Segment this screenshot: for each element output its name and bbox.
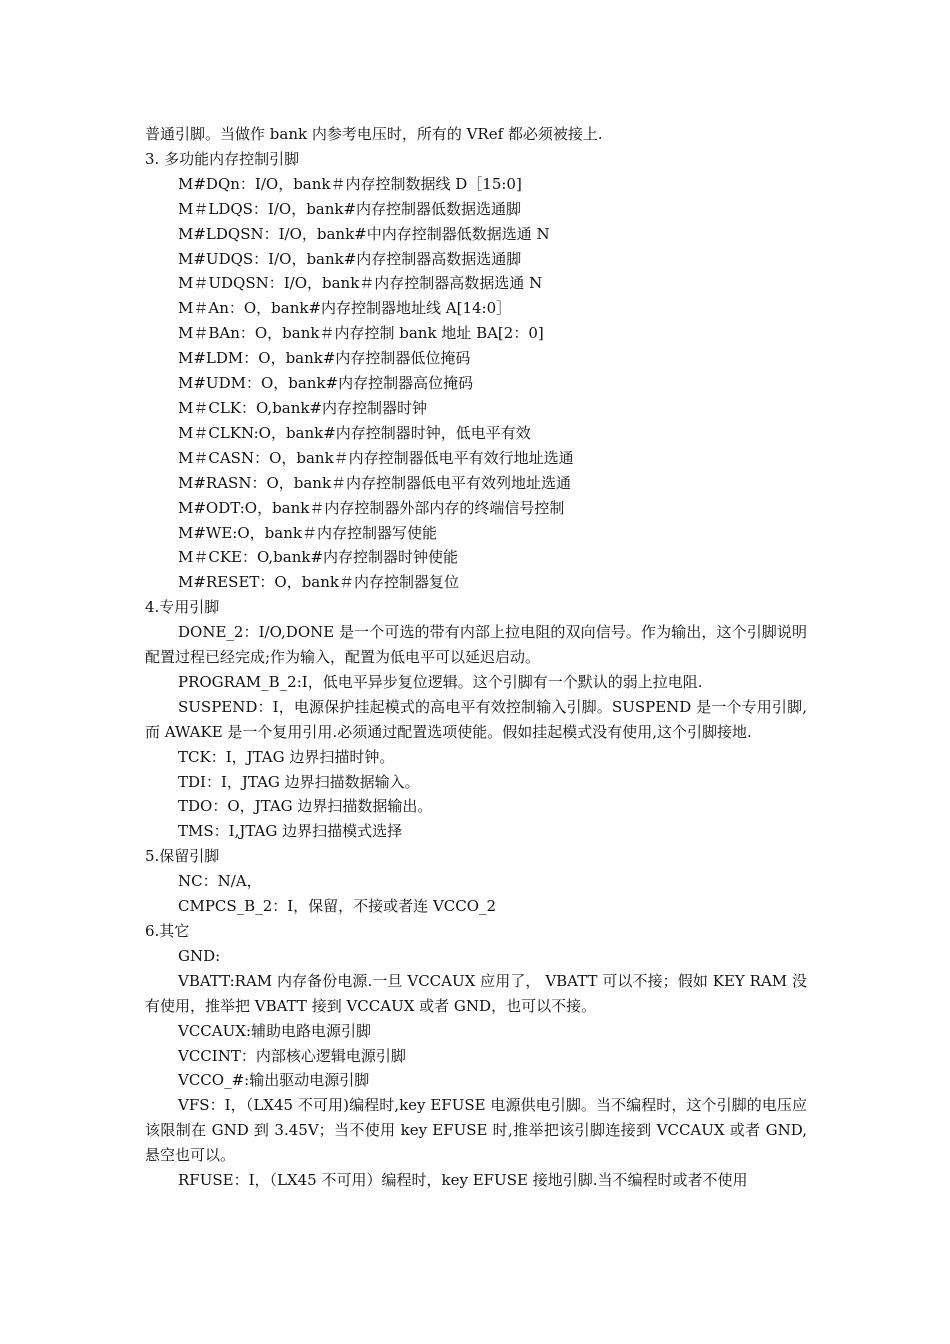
pin-item: TDO：O，JTAG 边界扫描数据输出。 [178,797,433,816]
pin-item: M＃UDQSN：I/O，bank＃内存控制器高数据选通 N [178,274,543,293]
program-line: PROGRAM_B_2:I，低电平异步复位逻辑。这个引脚有一个默认的弱上拉电阻. [178,672,703,691]
pin-item: M#UDM：O，bank#内存控制器高位掩码 [178,374,474,393]
pin-item: VCCINT：内部核心逻辑电源引脚 [178,1046,406,1065]
pin-item: TMS：I,JTAG 边界扫描模式选择 [178,822,403,841]
pin-item: M#DQn：I/O，bank＃内存控制数据线 D［15:0] [178,174,522,193]
intro-line: 普通引脚。当做作 bank 内参考电压时，所有的 VRef 都必须被接上. [145,125,603,143]
pin-item: M#RESET：O，bank＃内存控制器复位 [178,573,459,592]
section-5-heading: 5.保留引脚 [145,847,220,866]
section-6-heading: 6.其它 [145,922,190,940]
pin-item: M#UDQS：I/O，bank#内存控制器高数据选通脚 [178,249,522,268]
pin-item: VCCO_#:输出驱动电源引脚 [178,1071,370,1090]
pin-item: M＃An：O，bank#内存控制器地址线 A[14:0］ [178,299,512,318]
pin-item: TCK：I，JTAG 边界扫描时钟。 [178,747,395,766]
pin-item: M#LDQSN：I/O，bank#中内存控制器低数据选通 N [178,224,550,243]
pin-item: M#WE:O，bank＃内存控制器写使能 [178,523,437,542]
pin-item: M#ODT:O，bank＃内存控制器外部内存的终端信号控制 [178,498,565,517]
pin-item: M＃CLKN:O，bank#内存控制器时钟，低电平有效 [178,423,531,442]
pin-item: CMPCS_B_2：I，保留，不接或者连 VCCO_2 [178,897,497,916]
pin-item: VCCAUX:辅助电路电源引脚 [178,1021,371,1040]
pin-item: M#LDM：O，bank#内存控制器低位掩码 [178,349,471,368]
suspend-paragraph: SUSPEND：I，电源保护挂起模式的高电平有效控制输入引脚。SUSPEND 是一个专用引脚,而 AWAKE 是一个复用引用.必须通过配置选项使能。假如挂起模式没有使用,这个引脚接地. [145,697,807,741]
pin-item: M＃LDQS：I/O，bank#内存控制器低数据选通脚 [178,199,522,218]
pin-item: M＃CLK：O,bank#内存控制器时钟 [178,398,428,417]
document-page [145,122,807,1193]
pin-item: NC：N/A， [178,872,262,891]
pin-item: TDI：I，JTAG 边界扫描数据输入。 [178,772,420,791]
section-4-heading: 4.专用引脚 [145,598,220,617]
rfuse-line: RFUSE：I，（LX45 不可用）编程时，key EFUSE 接地引脚.当不编程时或者不使用 [178,1171,748,1190]
gnd-line: GND: [178,946,221,965]
vbatt-paragraph: VBATT:RAM 内存备份电源.一旦 VCCAUX 应用了， VBATT 可以不接；假如 KEY RAM 没有使用，推举把 VBATT 接到 VCCAUX 或者 GND，也可以不接。 [145,971,807,1015]
vfs-paragraph: VFS：I，（LX45 不可用)编程时,key EFUSE 电源供电引脚。当不编程时，这个引脚的电压应该限制在 GND 到 3.45V；当不使用 key EFUSE 时,推举把该引脚连接到 VCCAUX 或者 GND,悬空也可以。 [145,1096,807,1165]
pin-item: M＃BAn：O，bank＃内存控制 bank 地址 BA[2：0] [178,324,544,343]
section-3-heading: 3. 多功能内存控制引脚 [145,149,300,168]
done-paragraph: DONE_2：I/O,DONE 是一个可选的带有内部上拉电阻的双向信号。作为输出，这个引脚说明配置过程已经完成;作为输入，配置为低电平可以延迟启动。 [145,623,807,667]
pin-item: M＃CKE：O,bank#内存控制器时钟使能 [178,548,459,567]
pin-item: M#RASN：O，bank＃内存控制器低电平有效列地址选通 [178,473,572,492]
pin-item: M＃CASN：O，bank＃内存控制器低电平有效行地址选通 [178,448,574,467]
